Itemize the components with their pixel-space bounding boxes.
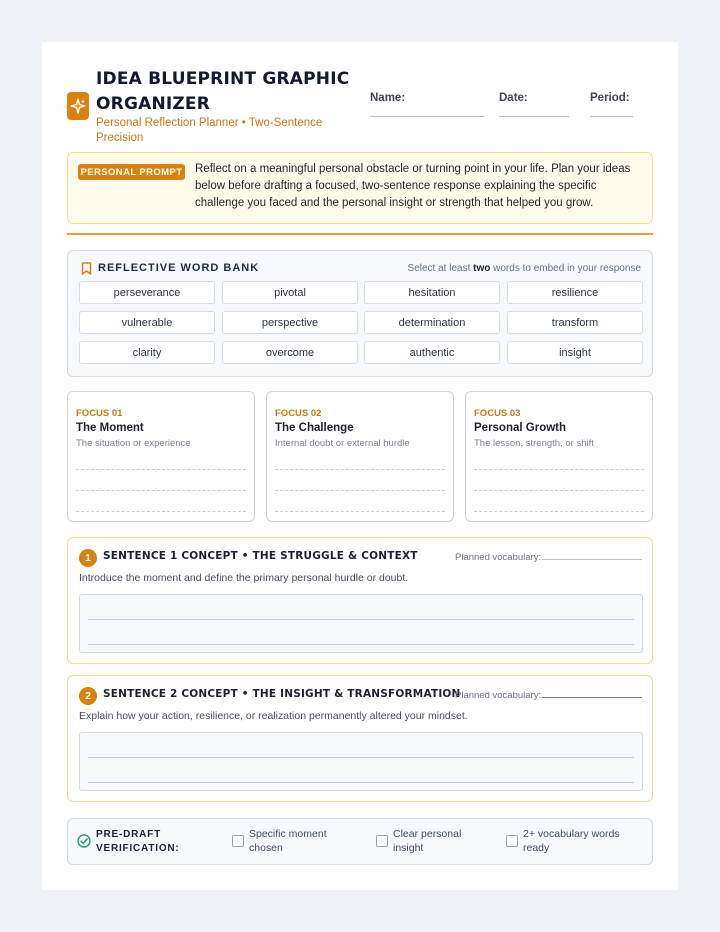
word-chip[interactable]: overcome: [222, 341, 358, 364]
sentence-2-section: [67, 675, 653, 802]
word-chip[interactable]: clarity: [79, 341, 215, 364]
word-bank: [67, 250, 653, 377]
sentence-1-section: [67, 537, 653, 664]
period-label: Period:: [590, 92, 630, 104]
checkbox-label: 2+ vocabulary words ready: [523, 828, 620, 854]
checkbox[interactable]: [232, 835, 244, 847]
step-number: 1: [79, 549, 97, 567]
word-chip[interactable]: insight: [507, 341, 643, 364]
focus-subtitle: Internal doubt or external hurdle: [275, 438, 410, 449]
pre-draft-verification: [67, 818, 653, 865]
focus-card-challenge: [266, 391, 454, 522]
word-chip[interactable]: hesitation: [364, 281, 500, 304]
sentence-writing-area[interactable]: [79, 732, 643, 791]
writing-line: [88, 782, 634, 783]
name-label: Name:: [370, 92, 406, 104]
page-title: IDEA BLUEPRINT GRAPHIC ORGANIZER: [96, 69, 350, 114]
worksheet-page: [42, 42, 678, 890]
sparkle-icon: [67, 92, 89, 120]
sentence-description: Explain how your action, resilience, or realization permanently altered your mindset.: [79, 710, 468, 722]
writing-line: [88, 644, 634, 645]
sentence-title: SENTENCE 1 CONCEPT • THE STRUGGLE & CONTEXT: [103, 550, 418, 562]
word-chip[interactable]: determination: [364, 311, 500, 334]
writing-line[interactable]: [275, 511, 445, 512]
writing-line: [88, 619, 634, 620]
bookmark-icon: [81, 262, 92, 280]
writing-line[interactable]: [76, 469, 246, 470]
step-number: 2: [79, 687, 97, 705]
sentence-title: SENTENCE 2 CONCEPT • THE INSIGHT & TRANSFORMATION: [103, 688, 461, 700]
checkbox-label: Clear personal insight: [393, 828, 462, 854]
word-bank-note: Select at least two words to embed in your response: [407, 263, 641, 274]
name-field[interactable]: [370, 116, 484, 117]
focus-tag: FOCUS 03: [474, 408, 521, 419]
section-divider: [67, 233, 653, 235]
vocab-label: Planned vocabulary:: [455, 552, 542, 563]
date-label: Date:: [499, 92, 528, 104]
word-chip[interactable]: resilience: [507, 281, 643, 304]
focus-subtitle: The lesson, strength, or shift: [474, 438, 594, 449]
writing-line[interactable]: [76, 511, 246, 512]
word-chip[interactable]: vulnerable: [79, 311, 215, 334]
vocab-label: Planned vocabulary:: [455, 690, 542, 701]
check-circle-icon: [77, 834, 91, 853]
sentence-description: Introduce the moment and define the primary personal hurdle or doubt.: [79, 572, 409, 584]
writing-line[interactable]: [76, 490, 246, 491]
word-chip[interactable]: authentic: [364, 341, 500, 364]
word-chip[interactable]: transform: [507, 311, 643, 334]
word-bank-title: REFLECTIVE WORD BANK: [98, 262, 260, 274]
focus-subtitle: The situation or experience: [76, 438, 191, 449]
focus-tag: FOCUS 01: [76, 408, 123, 419]
vocab-field[interactable]: [542, 697, 642, 698]
word-chip[interactable]: perseverance: [79, 281, 215, 304]
word-chip[interactable]: pivotal: [222, 281, 358, 304]
date-field[interactable]: [499, 116, 569, 117]
focus-card-moment: [67, 391, 255, 522]
period-field[interactable]: [590, 116, 633, 117]
focus-title: Personal Growth: [474, 422, 567, 434]
page-subtitle: Personal Reflection Planner • Two-Sentence Precision: [96, 117, 323, 144]
word-chip[interactable]: perspective: [222, 311, 358, 334]
prompt-badge: PERSONAL PROMPT: [78, 164, 185, 180]
writing-line[interactable]: [474, 490, 644, 491]
verification-title: PRE-DRAFT VERIFICATION:: [96, 829, 180, 854]
writing-line[interactable]: [474, 511, 644, 512]
writing-line[interactable]: [275, 469, 445, 470]
checkbox-label: Specific moment chosen: [249, 828, 327, 854]
focus-card-growth: [465, 391, 653, 522]
focus-title: The Moment: [76, 422, 144, 434]
sentence-writing-area[interactable]: [79, 594, 643, 653]
checkbox[interactable]: [376, 835, 388, 847]
personal-prompt-box: [67, 152, 653, 224]
writing-line[interactable]: [474, 469, 644, 470]
focus-title: The Challenge: [275, 422, 354, 434]
vocab-field[interactable]: [542, 559, 642, 560]
focus-tag: FOCUS 02: [275, 408, 322, 419]
prompt-text: Reflect on a meaningful personal obstacle or turning point in your life. Plan your ideas below before drafting a focused, two-sentence response explaining the specific challenge you faced and the personal insight or strength that helped you grow.: [195, 163, 631, 209]
writing-line: [88, 757, 634, 758]
writing-line[interactable]: [275, 490, 445, 491]
checkbox[interactable]: [506, 835, 518, 847]
